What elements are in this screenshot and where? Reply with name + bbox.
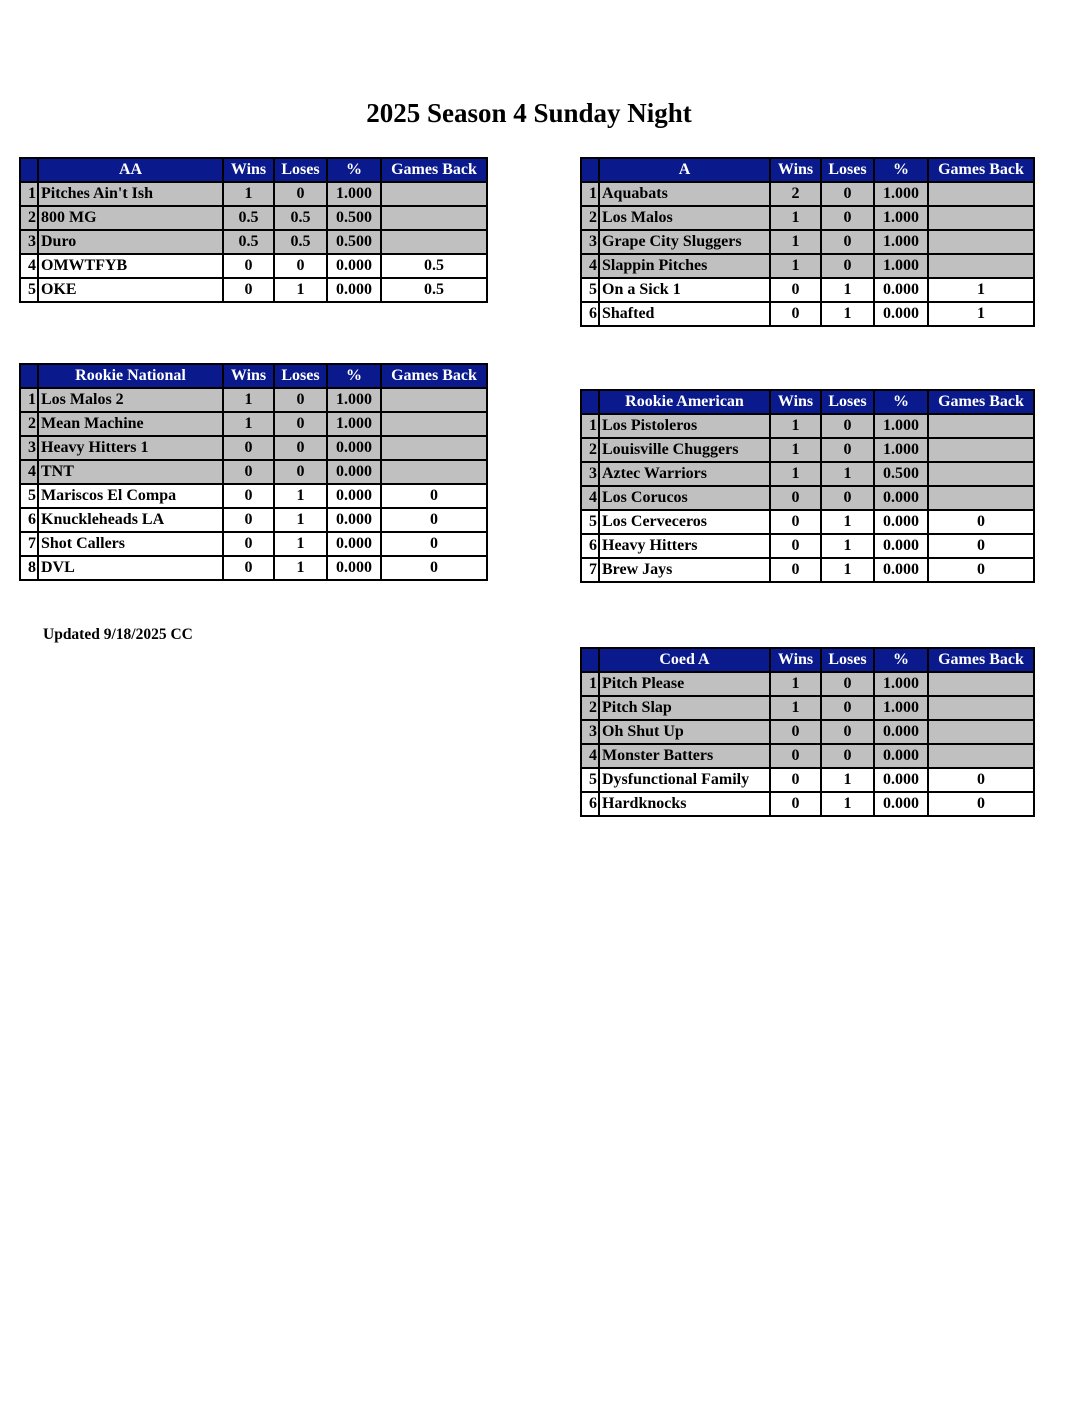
wins-cell: 1 [770,438,821,462]
rank-cell: 1 [581,672,599,696]
rank-cell: 3 [20,436,38,460]
division-name: Rookie American [599,390,770,414]
rank-cell: 4 [20,460,38,484]
loses-cell: 0 [274,436,327,460]
team-name-cell: Aztec Warriors [599,462,770,486]
team-name-cell: Mean Machine [38,412,223,436]
pct-cell: 0.000 [874,744,928,768]
team-name-cell: Shot Callers [38,532,223,556]
standings-table-a [580,157,1035,327]
pct-cell: 1.000 [874,438,928,462]
pct-header: % [327,364,381,388]
team-name-cell: Hardknocks [599,792,770,816]
pct-cell: 0.000 [874,720,928,744]
table-row [581,278,1034,302]
pct-cell: 1.000 [327,412,381,436]
team-name-cell: Mariscos El Compa [38,484,223,508]
games-back-cell: 0 [928,558,1034,582]
team-name-cell: Duro [38,230,223,254]
games-back-cell [928,486,1034,510]
rank-cell: 3 [20,230,38,254]
loses-cell: 1 [821,534,874,558]
table-header-row [581,390,1034,414]
pct-cell: 0.000 [327,460,381,484]
rank-cell: 5 [20,484,38,508]
loses-cell: 1 [821,510,874,534]
loses-cell: 1 [821,462,874,486]
pct-cell: 0.000 [874,558,928,582]
loses-cell: 0 [821,696,874,720]
rank-cell: 1 [20,182,38,206]
rank-header [581,648,599,672]
table-row [20,556,487,580]
loses-cell: 0 [274,254,327,278]
rank-cell: 4 [581,486,599,510]
table-row [581,462,1034,486]
loses-cell: 1 [274,278,327,302]
table-row [581,230,1034,254]
team-name-cell: Brew Jays [599,558,770,582]
pct-cell: 0.000 [327,254,381,278]
wins-cell: 0 [770,558,821,582]
team-name-cell: Pitch Slap [599,696,770,720]
table-row [20,508,487,532]
team-name-cell: Oh Shut Up [599,720,770,744]
wins-header: Wins [223,158,274,182]
pct-cell: 0.000 [327,484,381,508]
wins-cell: 0 [223,254,274,278]
rank-cell: 6 [581,302,599,326]
pct-cell: 1.000 [874,414,928,438]
table-header-row [20,158,487,182]
rank-cell: 2 [20,412,38,436]
rank-cell: 4 [581,744,599,768]
rank-cell: 2 [581,438,599,462]
loses-header: Loses [821,648,874,672]
team-name-cell: Heavy Hitters [599,534,770,558]
games-back-cell: 0 [928,768,1034,792]
games-back-cell [928,206,1034,230]
wins-cell: 1 [770,206,821,230]
games-back-header: Games Back [928,648,1034,672]
standings-table-coed-a [580,647,1035,817]
rank-cell: 4 [20,254,38,278]
pct-cell: 0.000 [874,534,928,558]
table-row [581,206,1034,230]
team-name-cell: Los Corucos [599,486,770,510]
pct-cell: 1.000 [874,672,928,696]
team-name-cell: Slappin Pitches [599,254,770,278]
loses-cell: 1 [821,558,874,582]
pct-cell: 1.000 [874,206,928,230]
division-name: Coed A [599,648,770,672]
table-header-row [20,364,487,388]
pct-header: % [327,158,381,182]
rank-cell: 3 [581,720,599,744]
pct-cell: 0.000 [874,792,928,816]
team-name-cell: Los Cerveceros [599,510,770,534]
standings-table-rookie-american [580,389,1035,583]
loses-header: Loses [821,390,874,414]
wins-cell: 0 [223,484,274,508]
team-name-cell: Shafted [599,302,770,326]
rank-cell: 5 [581,510,599,534]
wins-cell: 1 [223,182,274,206]
games-back-cell: 0 [381,508,487,532]
division-name: A [599,158,770,182]
rank-cell: 7 [581,558,599,582]
wins-cell: 1 [770,414,821,438]
games-back-cell [381,412,487,436]
wins-cell: 0 [223,532,274,556]
games-back-cell [381,230,487,254]
games-back-header: Games Back [928,390,1034,414]
loses-cell: 0 [821,254,874,278]
wins-cell: 0 [223,556,274,580]
games-back-cell [928,672,1034,696]
pct-cell: 0.000 [874,302,928,326]
team-name-cell: Grape City Sluggers [599,230,770,254]
rank-cell: 4 [581,254,599,278]
loses-cell: 0 [274,182,327,206]
loses-cell: 0.5 [274,206,327,230]
table-row [581,720,1034,744]
rank-header [20,364,38,388]
team-name-cell: Knuckleheads LA [38,508,223,532]
games-back-cell [928,744,1034,768]
division-name: Rookie National [38,364,223,388]
loses-cell: 0 [821,486,874,510]
pct-header: % [874,648,928,672]
loses-cell: 0 [274,460,327,484]
games-back-cell: 1 [928,302,1034,326]
games-back-cell: 0 [928,534,1034,558]
wins-cell: 1 [223,412,274,436]
rank-cell: 7 [20,532,38,556]
pct-cell: 0.000 [327,556,381,580]
page-title: 2025 Season 4 Sunday Night [366,98,692,128]
pct-cell: 1.000 [327,182,381,206]
table-header-row [581,648,1034,672]
games-back-header: Games Back [381,364,487,388]
pct-cell: 0.500 [327,230,381,254]
loses-cell: 0.5 [274,230,327,254]
table-row [581,510,1034,534]
loses-cell: 1 [274,508,327,532]
wins-cell: 0 [770,510,821,534]
pct-cell: 1.000 [874,254,928,278]
games-back-cell: 0.5 [381,254,487,278]
pct-cell: 1.000 [874,696,928,720]
loses-header: Loses [274,364,327,388]
games-back-cell: 0 [381,556,487,580]
loses-cell: 0 [821,182,874,206]
loses-header: Loses [821,158,874,182]
games-back-cell: 0 [381,532,487,556]
wins-cell: 1 [223,388,274,412]
pct-cell: 0.500 [327,206,381,230]
table-row [20,206,487,230]
games-back-cell [928,230,1034,254]
wins-cell: 0 [770,534,821,558]
rank-cell: 6 [581,792,599,816]
wins-cell: 0 [770,792,821,816]
team-name-cell: DVL [38,556,223,580]
table-row [581,696,1034,720]
loses-cell: 0 [821,438,874,462]
team-name-cell: TNT [38,460,223,484]
standings-table-aa [19,157,488,303]
rank-header [581,158,599,182]
rank-cell: 8 [20,556,38,580]
table-row [20,388,487,412]
table-row [581,254,1034,278]
loses-cell: 1 [821,278,874,302]
table-row [20,484,487,508]
table-row [581,534,1034,558]
table-header-row [581,158,1034,182]
table-row [20,412,487,436]
pct-cell: 1.000 [874,230,928,254]
rank-cell: 6 [581,534,599,558]
pct-cell: 0.000 [874,486,928,510]
loses-cell: 0 [821,744,874,768]
team-name-cell: OMWTFYB [38,254,223,278]
rank-cell: 6 [20,508,38,532]
games-back-cell [381,206,487,230]
wins-header: Wins [770,390,821,414]
loses-cell: 0 [821,414,874,438]
loses-cell: 1 [821,792,874,816]
updated-note: Updated 9/18/2025 CC [43,626,193,643]
games-back-cell [928,414,1034,438]
games-back-cell [928,462,1034,486]
table-row [581,744,1034,768]
wins-cell: 0 [223,460,274,484]
loses-cell: 0 [274,412,327,436]
wins-cell: 0 [770,486,821,510]
team-name-cell: 800 MG [38,206,223,230]
division-name: AA [38,158,223,182]
team-name-cell: Los Malos [599,206,770,230]
wins-cell: 1 [770,672,821,696]
standings-table-rookie-national [19,363,488,581]
table-row [581,302,1034,326]
games-back-cell: 0 [928,510,1034,534]
table-row [20,460,487,484]
table-row [20,532,487,556]
team-name-cell: Monster Batters [599,744,770,768]
pct-cell: 1.000 [327,388,381,412]
games-back-cell: 1 [928,278,1034,302]
games-back-cell [928,438,1034,462]
table-row [581,438,1034,462]
table-row [581,672,1034,696]
rank-cell: 5 [581,278,599,302]
games-back-cell [928,182,1034,206]
wins-header: Wins [770,648,821,672]
pct-cell: 0.000 [874,510,928,534]
games-back-cell: 0 [381,484,487,508]
wins-cell: 0 [770,302,821,326]
rank-cell: 3 [581,462,599,486]
games-back-cell [381,436,487,460]
wins-cell: 0.5 [223,206,274,230]
loses-cell: 1 [821,302,874,326]
pct-cell: 0.000 [327,278,381,302]
team-name-cell: OKE [38,278,223,302]
pct-cell: 0.000 [327,532,381,556]
loses-cell: 1 [274,532,327,556]
table-row [581,768,1034,792]
rank-cell: 1 [581,414,599,438]
loses-header: Loses [274,158,327,182]
rank-cell: 5 [581,768,599,792]
rank-cell: 5 [20,278,38,302]
loses-cell: 0 [274,388,327,412]
pct-cell: 0.000 [874,278,928,302]
loses-cell: 0 [821,720,874,744]
rank-cell: 1 [20,388,38,412]
rank-header [20,158,38,182]
table-row [20,182,487,206]
games-back-cell [381,182,487,206]
wins-cell: 0 [223,436,274,460]
games-back-cell [928,720,1034,744]
wins-cell: 0 [770,768,821,792]
pct-header: % [874,390,928,414]
rank-cell: 2 [581,696,599,720]
table-row [581,558,1034,582]
rank-cell: 2 [581,206,599,230]
table-row [581,414,1034,438]
wins-header: Wins [223,364,274,388]
wins-cell: 0 [223,508,274,532]
wins-cell: 0 [223,278,274,302]
wins-cell: 0 [770,278,821,302]
rank-cell: 2 [20,206,38,230]
pct-cell: 0.000 [327,436,381,460]
loses-cell: 0 [821,206,874,230]
games-back-cell [381,460,487,484]
wins-cell: 1 [770,696,821,720]
loses-cell: 0 [821,672,874,696]
table-row [20,254,487,278]
wins-cell: 2 [770,182,821,206]
loses-cell: 1 [821,768,874,792]
loses-cell: 1 [274,556,327,580]
team-name-cell: Dysfunctional Family [599,768,770,792]
wins-cell: 0 [770,720,821,744]
rank-cell: 3 [581,230,599,254]
table-row [20,230,487,254]
team-name-cell: Pitches Ain't Ish [38,182,223,206]
pct-cell: 0.000 [327,508,381,532]
wins-header: Wins [770,158,821,182]
pct-header: % [874,158,928,182]
team-name-cell: Los Malos 2 [38,388,223,412]
team-name-cell: Pitch Please [599,672,770,696]
wins-cell: 1 [770,254,821,278]
games-back-cell: 0.5 [381,278,487,302]
team-name-cell: Heavy Hitters 1 [38,436,223,460]
team-name-cell: On a Sick 1 [599,278,770,302]
wins-cell: 1 [770,462,821,486]
games-back-cell [381,388,487,412]
games-back-header: Games Back [928,158,1034,182]
pct-cell: 0.500 [874,462,928,486]
team-name-cell: Aquabats [599,182,770,206]
table-row [20,436,487,460]
games-back-cell: 0 [928,792,1034,816]
wins-cell: 0 [770,744,821,768]
table-row [581,182,1034,206]
rank-header [581,390,599,414]
games-back-cell [928,696,1034,720]
table-row [581,486,1034,510]
wins-cell: 1 [770,230,821,254]
loses-cell: 0 [821,230,874,254]
loses-cell: 1 [274,484,327,508]
pct-cell: 0.000 [874,768,928,792]
team-name-cell: Louisville Chuggers [599,438,770,462]
games-back-cell [928,254,1034,278]
team-name-cell: Los Pistoleros [599,414,770,438]
pct-cell: 1.000 [874,182,928,206]
rank-cell: 1 [581,182,599,206]
wins-cell: 0.5 [223,230,274,254]
table-row [20,278,487,302]
games-back-header: Games Back [381,158,487,182]
table-row [581,792,1034,816]
